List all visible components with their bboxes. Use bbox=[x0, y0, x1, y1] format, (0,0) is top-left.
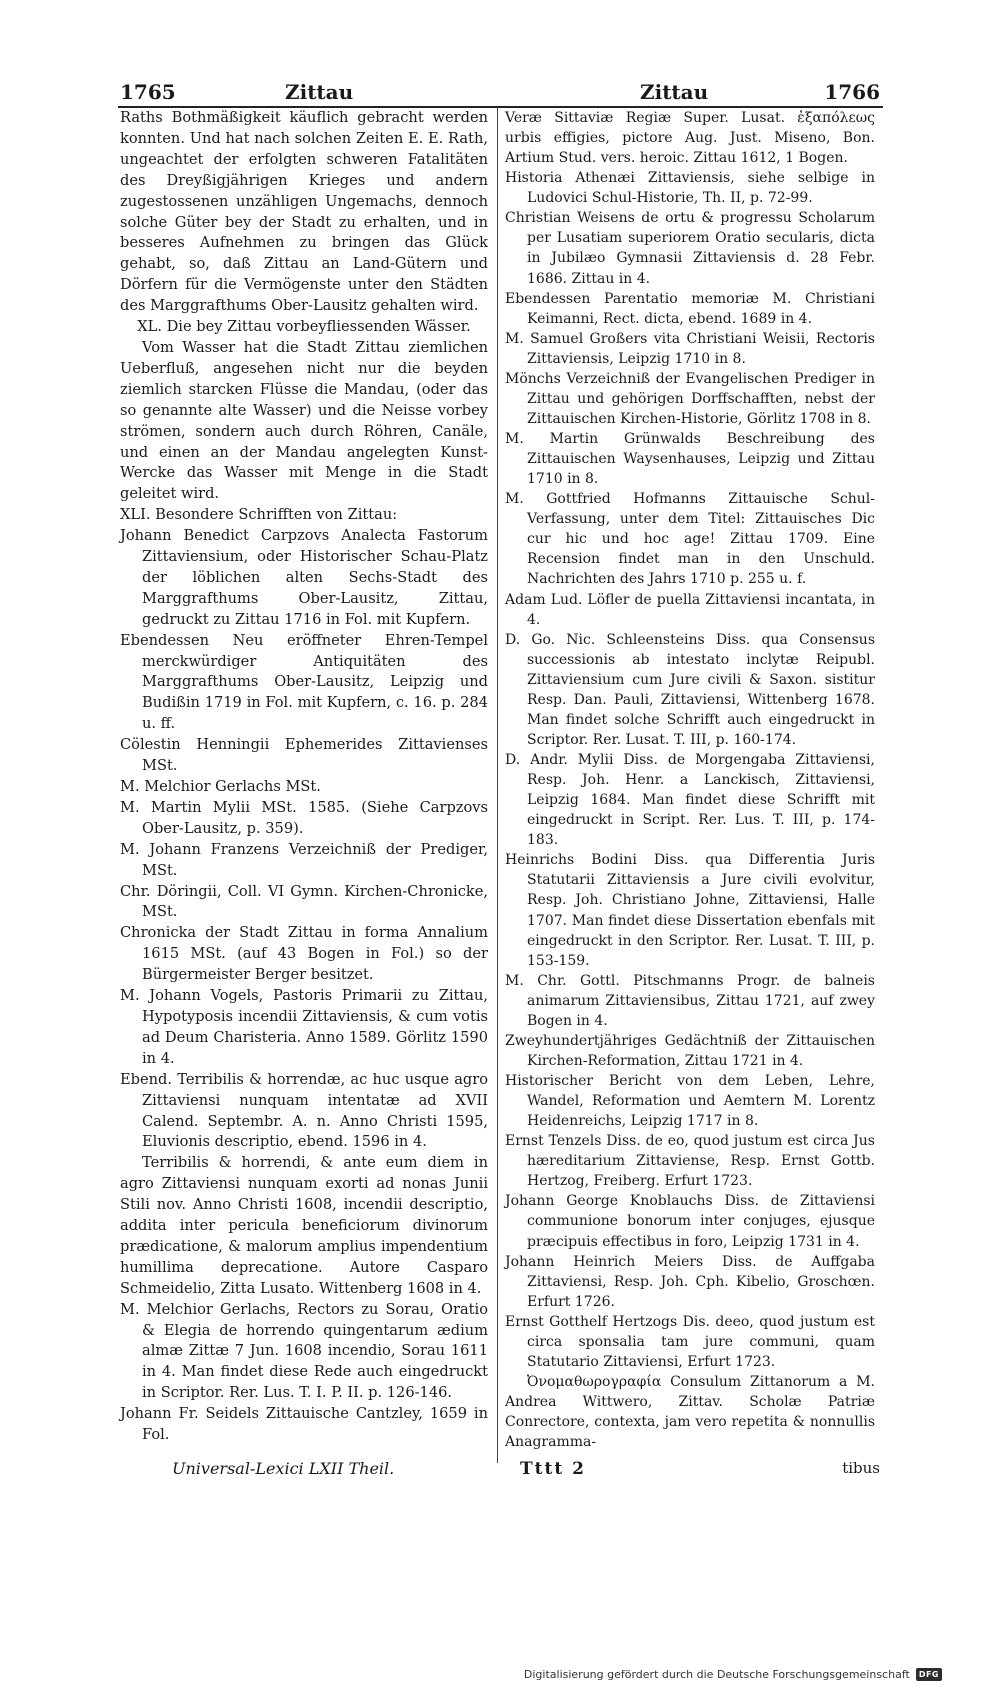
right-column-paragraph: D. Andr. Mylii Diss. de Morgengaba Zittaviensi, Resp. Joh. Henr. a Lanckisch, Zittaviensi, Leipzig 1684. Man findet diese Schrifft mit eingedruckt in Script. Rer. Lus. T. III, p. 174-183. bbox=[505, 752, 875, 849]
right-column-paragraph: Ebendessen Parentatio memoriæ M. Christiani Keimanni, Rect. dicta, ebend. 1689 in 4. bbox=[505, 290, 875, 327]
right-column bbox=[505, 108, 875, 1452]
right-column-paragraph: M. Martin Grünwalds Beschreibung des Zittauischen Waysenhauses, Leipzig und Zittau 1710 in 8. bbox=[505, 431, 875, 488]
left-column bbox=[120, 108, 488, 1446]
right-column-paragraph: Ernst Gotthelf Hertzogs Dis. deeo, quod justum est circa sponsalia tam jure communi, quam Statutario Zittaviensi, Erfurt 1723. bbox=[505, 1313, 875, 1370]
left-column-paragraph: Terribilis & horrendi, & ante eum diem in agro Zittaviensi nunquam exorti ad nonas Junii Stili nov. Anno Christi 1608, incendii descriptio, addita inter pericula beneficiorum divinorum prædicatione, & malorum amplius impendentium humillima deprecatione. Autore Casparo Schmeidelio, Zitta Lusato. Wittenberg 1608 in 4. bbox=[120, 1154, 488, 1297]
left-column-paragraph: M. Melchior Gerlachs, Rectors zu Sorau, Oratio & Elegia de horrendo quingentarum ædium almæ Zittæ 7 Jun. 1608 incendio, Sorau 1611 in 4. Man findet diese Rede auch eingedruckt in Scriptor. Rer. Lus. T. I. P. II. p. 126-146. bbox=[120, 1300, 488, 1402]
signature-mark: Tttt 2 bbox=[520, 1459, 586, 1479]
right-column-paragraph: Mönchs Verzeichniß der Evangelischen Prediger in Zittau und gehörigen Dorffschafften, nebst der Zittauischen Kirchen-Historie, Görlitz 1708 in 8. bbox=[505, 370, 875, 427]
right-column-paragraph: Ὀνομαθωρογραφία Consulum Zittanorum a M. Andrea Wittwero, Zittav. Scholæ Patriæ Conrectore, contexta, jam vero repetita & nonnullis Anagramma- bbox=[505, 1373, 875, 1451]
right-column-paragraph: Zweyhundertjähriges Gedächtniß der Zittauischen Kirchen-Reformation, Zittau 1721 in 4. bbox=[505, 1032, 875, 1069]
left-running-title: Zittau bbox=[285, 80, 354, 104]
right-running-title: Zittau bbox=[640, 80, 709, 104]
left-column-paragraph: Johann Benedict Carpzovs Analecta Fastorum Zittaviensium, oder Historischer Schau-Platz der löblichen alten Sechs-Stadt des Marggrafthums Ober-Lausitz, Zittau, gedruckt zu Zittau 1716 in Fol. mit Kupfern. bbox=[120, 527, 488, 628]
left-page-number: 1765 bbox=[120, 80, 176, 104]
right-column-paragraph: Historischer Bericht von dem Leben, Lehre, Wandel, Reformation und Aemtern M. Lorentz Heidenreichs, Leipzig 1717 in 8. bbox=[505, 1073, 875, 1130]
left-column-paragraph: M. Johann Vogels, Pastoris Primarii zu Zittau, Hypotyposis incendii Zittaviensis, & cum votis ad Deum Charisteria. Anno 1589. Görlitz 1590 in 4. bbox=[120, 987, 488, 1067]
catchword: tibus bbox=[842, 1459, 880, 1477]
left-column-paragraph: Raths Bothmäßigkeit käuflich gebracht werden konnten. Und hat nach solchen Zeiten E. E. Rath, ungeachtet der erfolgten schweren Fatalitäten des Dreyßigjährigen Krieges und andern zugestossenen unzähligen Ungemachs, dennoch solche Güter bey der Stadt zu erhalten, und in besseres Aufnehmen zu bringen das Glück gehabt, so, daß Zittau an Land-Gütern und Dörfern für die Vermögenste unter den Städten des Marggrafthums Ober-Lausitz gehalten wird. bbox=[120, 109, 488, 315]
left-column-paragraph: Chronicka der Stadt Zittau in forma Annalium 1615 MSt. (auf 43 Bogen in Fol.) so der Bürgermeister Berger besitzet. bbox=[120, 924, 488, 984]
left-column-paragraph: XLI. Besondere Schrifften von Zittau: bbox=[120, 506, 398, 524]
left-column-paragraph: M. Martin Mylii MSt. 1585. (Siehe Carpzovs Ober-Lausitz, p. 359). bbox=[120, 798, 488, 837]
left-column-paragraph: XL. Die bey Zittau vorbeyfliessenden Wässer. bbox=[137, 318, 471, 336]
left-column-paragraph: Cölestin Henningii Ephemerides Zittavienses MSt. bbox=[120, 736, 488, 775]
left-column-paragraph: Ebend. Terribilis & horrendæ, ac huc usque agro Zittaviensi nunquam intentatæ ad XVII Calend. Septembr. A. n. Anno Christi 1595, Eluvionis descriptio, ebend. 1596 in 4. bbox=[120, 1070, 488, 1151]
left-column-paragraph: Ebendessen Neu eröffneter Ehren-Tempel merckwürdiger Antiquitäten des Marggrafthums Ober-Lausitz, Leipzig und Budißin 1719 in Fol. mit Kupfern, c. 16. p. 284 u. ff. bbox=[120, 631, 488, 733]
digitization-credit bbox=[524, 1668, 942, 1681]
left-column-paragraph: M. Melchior Gerlachs MSt. bbox=[120, 778, 321, 795]
volume-note: Universal-Lexici LXII Theil. bbox=[172, 1459, 395, 1478]
right-column-paragraph: M. Samuel Großers vita Christiani Weisii, Rectoris Zittaviensis, Leipzig 1710 in 8. bbox=[505, 330, 875, 367]
dfg-logo: DFG bbox=[916, 1668, 942, 1681]
right-column-paragraph: M. Gottfried Hofmanns Zittauische Schul-Verfassung, unter dem Titel: Zittauisches Dic cur hic und hoc age! Zittau 1709. Eine Recension findet man in den Unschuld. Nachrichten des Jahrs 1710 p. 255 u. f. bbox=[505, 491, 875, 588]
left-column-paragraph: Chr. Döringii, Coll. VI Gymn. Kirchen-Chronicke, MSt. bbox=[120, 882, 488, 921]
right-column-paragraph: Ernst Tenzels Diss. de eo, quod justum est circa Jus hæreditarium Zittaviense, Resp. Ernst Gottb. Hertzog, Freiberg. Erfurt 1723. bbox=[505, 1133, 875, 1190]
column-divider bbox=[497, 108, 498, 1463]
left-column-paragraph: M. Johann Franzens Verzeichniß der Prediger, MSt. bbox=[120, 840, 488, 879]
right-page-number: 1766 bbox=[824, 80, 880, 104]
credit-text: Digitalisierung gefördert durch die Deutsche Forschungsgemeinschaft bbox=[523, 1668, 910, 1681]
right-column-paragraph: Christian Weisens de ortu & progressu Scholarum per Lusatiam superiorem Oratio secularis, dicta in Jubilæo Gymnasii Zittaviensis d. 28 Febr. 1686. Zittau in 4. bbox=[505, 210, 875, 287]
right-column-paragraph: Veræ Sittaviæ Regiæ Super. Lusat. ἐξαπόλεως urbis effigies, pictore Aug. Just. Miseno, Bon. Artium Stud. vers. heroic. Zittau 1612, 1 Bogen. bbox=[505, 110, 875, 167]
right-column-paragraph: D. Go. Nic. Schleensteins Diss. qua Consensus successionis ab intestato inclytæ Reipubl. Zittaviensium cum Jure civili & Saxon. sistitur Resp. Dan. Pauli, Zittaviensi, Wittenberg 1678. Man findet solche Schrifft auch eingedruckt in Scriptor. Rer. Lusat. T. III, p. 160-174. bbox=[505, 631, 875, 748]
left-column-paragraph: Vom Wasser hat die Stadt Zittau ziemlichen Ueberfluß, angesehen nicht nur die beyden ziemlich starcken Flüsse die Mandau, (oder das so genannte alte Wasser) und die Neisse vorbey strömen, sondern auch durch Röhren, Canäle, und einen an der Mandau angelegten Kunst-Wercke das Wasser mit Menge in die Stadt geleitet wird. bbox=[120, 338, 488, 503]
right-column-paragraph: Johann George Knoblauchs Diss. de Zittaviensi communione bonorum inter conjuges, ejusque præcipuis effectibus in foro, Leipzig 1731 in 4. bbox=[505, 1193, 875, 1250]
right-column-paragraph: Historia Athenæi Zittaviensis, siehe selbige in Ludovici Schul-Historie, Th. II, p. 72-99. bbox=[505, 170, 875, 207]
right-column-paragraph: Adam Lud. Löfler de puella Zittaviensi incantata, in 4. bbox=[505, 591, 875, 628]
left-column-paragraph: Johann Fr. Seidels Zittauische Cantzley, 1659 in Fol. bbox=[120, 1405, 488, 1444]
right-column-paragraph: M. Chr. Gottl. Pitschmanns Progr. de balneis animarum Zittaviensibus, Zittau 1721, auf zwey Bogen in 4. bbox=[505, 972, 875, 1029]
right-column-paragraph: Heinrichs Bodini Diss. qua Differentia Juris Statutarii Zittaviensis a Jure civili evolvitur, Resp. Joh. Christiano Johne, Zittaviensi, Halle 1707. Man findet diese Dissertation ebenfals mit eingedruckt in den Scriptor. Rer. Lusat. T. III, p. 153-159. bbox=[505, 852, 875, 969]
right-column-paragraph: Johann Heinrich Meiers Diss. de Auffgaba Zittaviensi, Resp. Joh. Cph. Kibelio, Groschœn. Erfurt 1726. bbox=[505, 1253, 875, 1310]
